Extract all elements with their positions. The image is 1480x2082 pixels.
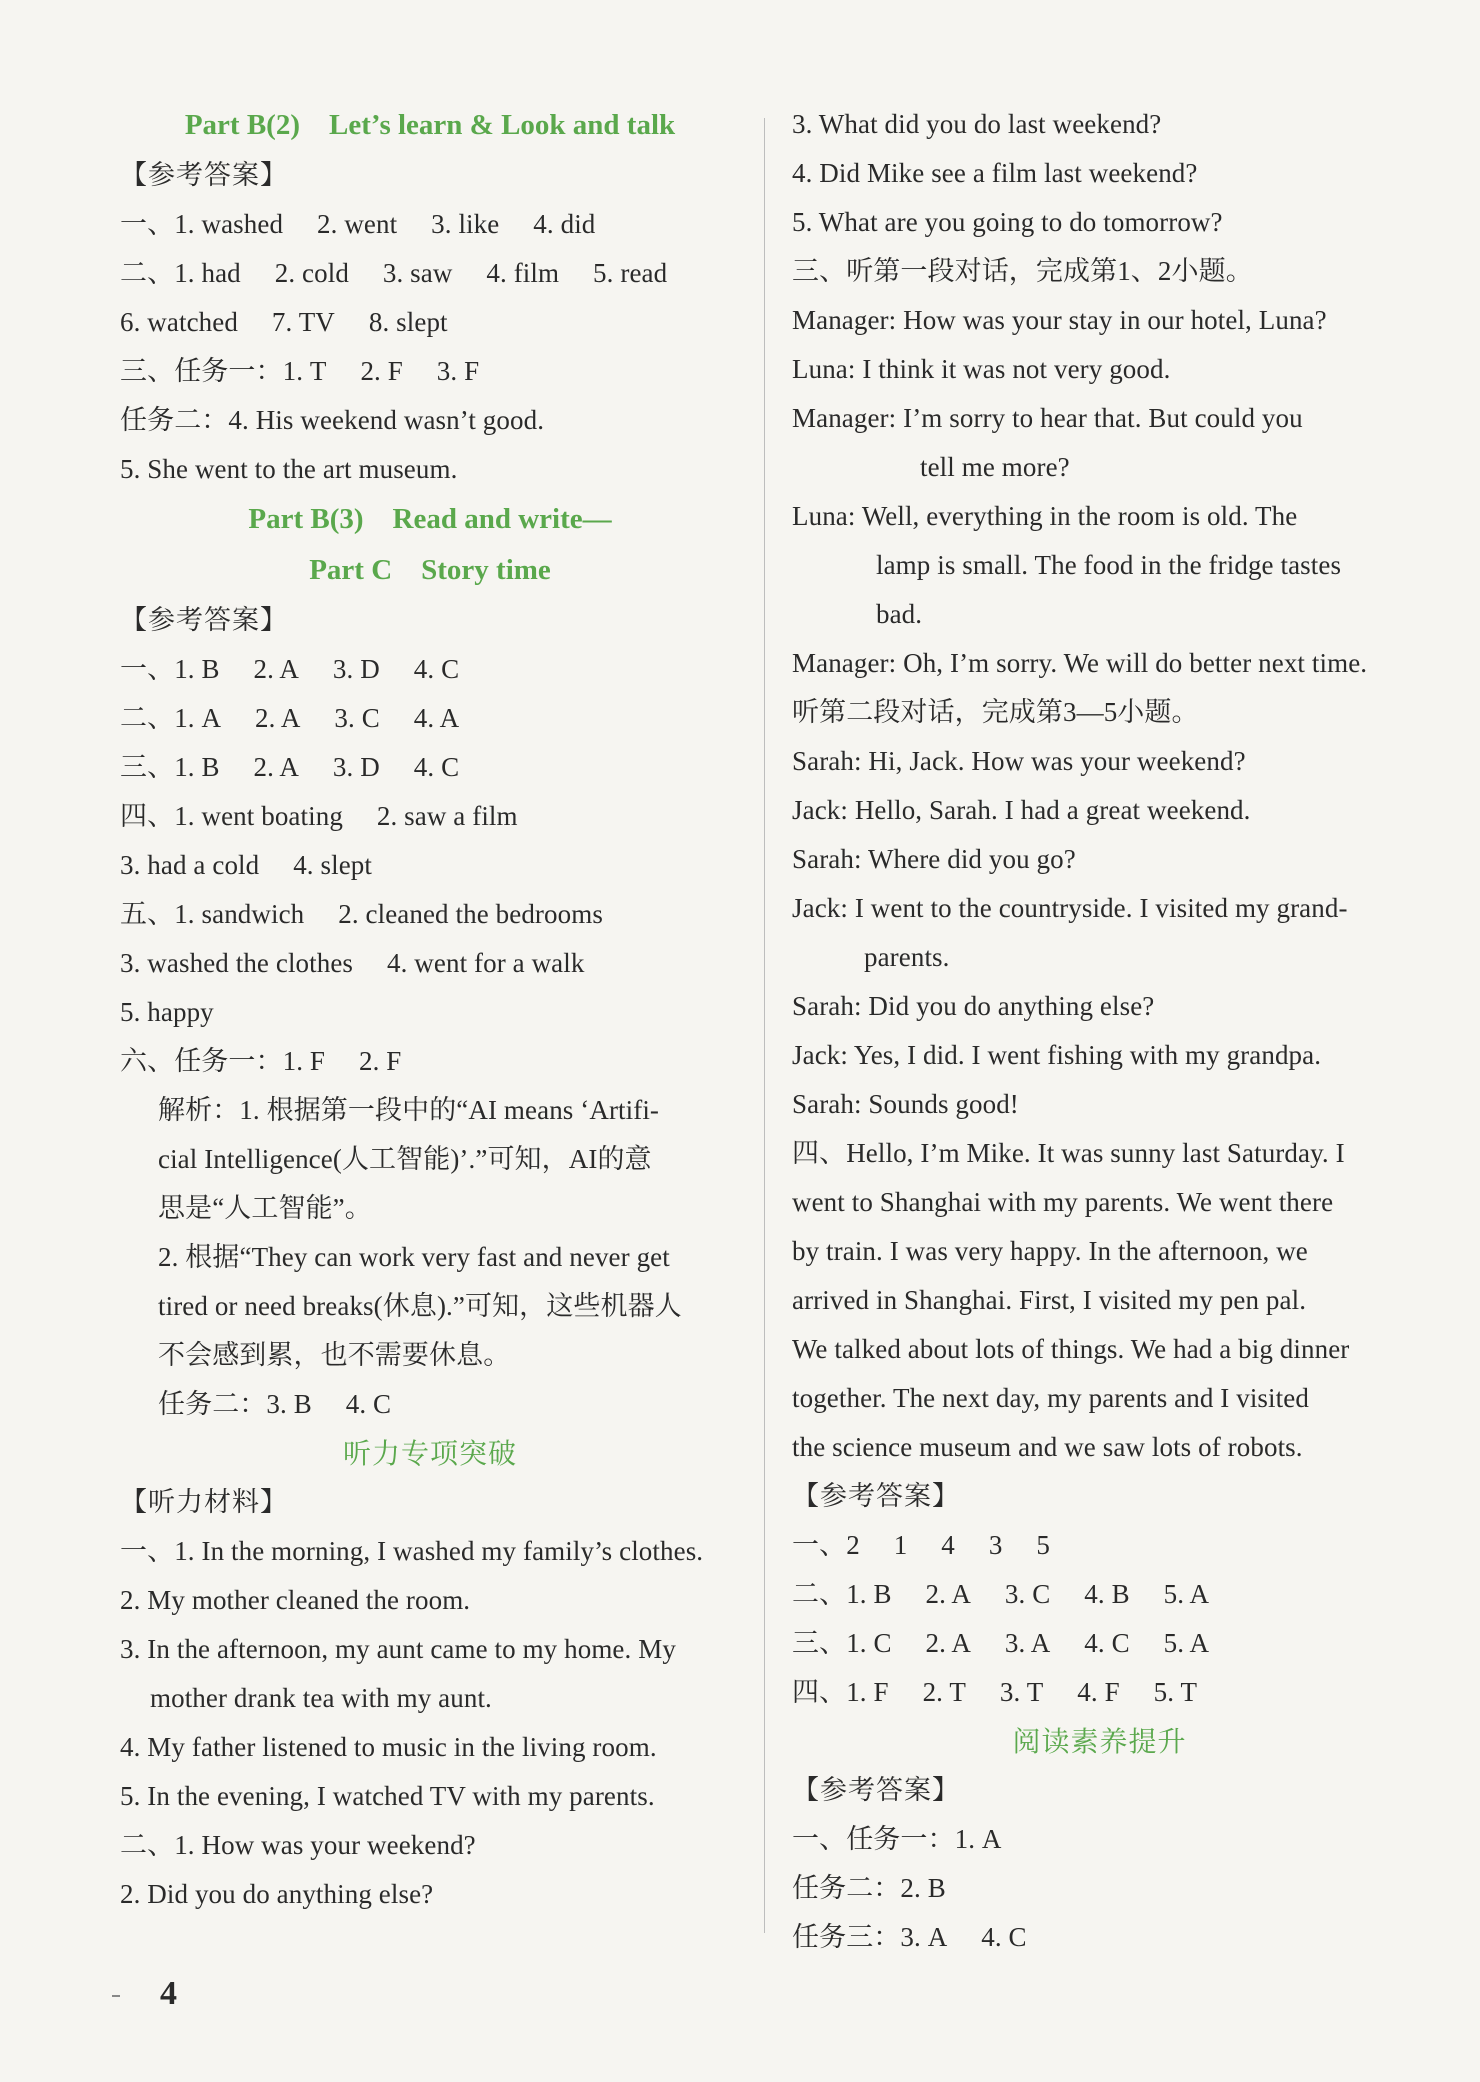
passage-line: arrived in Shanghai. First, I visited my pen pal. — [792, 1285, 1307, 1315]
answer-line: 5. happy — [120, 997, 214, 1027]
passage-line: 四、Hello, I’m Mike. It was sunny last Saturday. I — [792, 1138, 1345, 1168]
section-heading-part-c: Part C Story time — [309, 554, 551, 586]
script-line: Manager: How was your stay in our hotel, Luna? — [792, 305, 1327, 335]
explanation-line: 2. 根据“They can work very fast and never get — [158, 1242, 670, 1272]
explanation-line: 思是“人工智能”。 — [158, 1193, 372, 1223]
answer-line: 任务二：4. His weekend wasn’t good. — [120, 405, 545, 435]
passage-line: We talked about lots of things. We had a big dinner — [792, 1334, 1350, 1364]
corner-mark — [112, 1995, 120, 1997]
answer-line: 一、1. B 2. A 3. D 4. C — [120, 654, 460, 684]
section-heading-part-b3: Part B(3) Read and write— — [248, 503, 612, 535]
passage-line: by train. I was very happy. In the afternoon, we — [792, 1236, 1308, 1266]
answer-line: 四、1. went boating 2. saw a film — [120, 801, 518, 831]
answer-line: 三、1. C 2. A 3. A 4. C 5. A — [792, 1628, 1210, 1658]
script-line: Luna: I think it was not very good. — [792, 354, 1171, 384]
section-heading-reading: 阅读素养提升 — [1012, 1725, 1187, 1758]
script-line: 一、1. In the morning, I washed my family’s clothes. — [120, 1536, 704, 1566]
script-line: Sarah: Did you do anything else? — [792, 991, 1155, 1021]
answer-line: 五、1. sandwich 2. cleaned the bedrooms — [120, 899, 603, 929]
answer-line: 三、1. B 2. A 3. D 4. C — [120, 752, 460, 782]
right-column — [792, 100, 1407, 1962]
answer-line: 3. had a cold 4. slept — [120, 850, 372, 880]
answer-line: 任务二：3. B 4. C — [158, 1389, 392, 1419]
answer-line: 一、任务一：1. A — [792, 1824, 1002, 1854]
script-line: Manager: Oh, I’m sorry. We will do better next time. — [792, 648, 1368, 678]
script-line: Sarah: Sounds good! — [792, 1089, 1019, 1119]
answer-key-label: 【参考答案】 — [792, 1481, 960, 1512]
section-heading-part-b2: Part B(2) Let’s learn & Look and talk — [184, 109, 676, 141]
answer-line: 三、任务一：1. T 2. F 3. F — [120, 356, 480, 386]
script-line: Jack: I went to the countryside. I visited my grand- — [792, 893, 1348, 923]
explanation-line: 解析：1. 根据第一段中的“AI means ‘Artifi- — [158, 1095, 660, 1125]
script-line: 听第二段对话，完成第3—5小题。 — [792, 697, 1199, 727]
answer-line: 二、1. A 2. A 3. C 4. A — [120, 703, 460, 733]
script-line: 2. My mother cleaned the room. — [120, 1585, 471, 1615]
page-number: 4 — [160, 1975, 177, 2012]
script-line: 3. In the afternoon, my aunt came to my home. My — [120, 1634, 676, 1664]
explanation-line: tired or need breaks(休息).”可知，这些机器人 — [158, 1291, 682, 1321]
answer-line: 四、1. F 2. T 3. T 4. F 5. T — [792, 1677, 1198, 1707]
script-line: 2. Did you do anything else? — [120, 1879, 434, 1909]
column-divider — [764, 118, 765, 1933]
script-line: 3. What did you do last weekend? — [792, 109, 1162, 139]
answer-line: 任务三：3. A 4. C — [792, 1922, 1027, 1952]
script-line: Manager: I’m sorry to hear that. But could you — [792, 403, 1303, 433]
script-line: lamp is small. The food in the fridge tastes — [876, 550, 1342, 580]
answer-line: 二、1. had 2. cold 3. saw 4. film 5. read — [120, 258, 668, 288]
script-line: mother drank tea with my aunt. — [150, 1683, 492, 1713]
script-line: bad. — [876, 599, 923, 629]
passage-line: went to Shanghai with my parents. We went there — [792, 1187, 1334, 1217]
script-line: 4. Did Mike see a film last weekend? — [792, 158, 1198, 188]
answer-line: 3. washed the clothes 4. went for a walk — [120, 948, 585, 978]
section-heading-listening: 听力专项突破 — [342, 1437, 517, 1470]
left-column — [120, 100, 740, 1919]
answer-line: 6. watched 7. TV 8. slept — [120, 307, 448, 337]
answer-line: 任务二：2. B — [792, 1873, 946, 1903]
script-line: 4. My father listened to music in the living room. — [120, 1732, 657, 1762]
script-line: tell me more? — [920, 452, 1070, 482]
script-line: 5. In the evening, I watched TV with my parents. — [120, 1781, 655, 1811]
script-line: parents. — [864, 942, 950, 972]
answer-line: 二、1. B 2. A 3. C 4. B 5. A — [792, 1579, 1210, 1609]
script-line: Jack: Hello, Sarah. I had a great weekend. — [792, 795, 1251, 825]
answer-line: 一、1. washed 2. went 3. like 4. did — [120, 209, 596, 239]
answer-key-label: 【参考答案】 — [792, 1775, 960, 1806]
answer-key-label: 【参考答案】 — [120, 160, 288, 191]
answer-line: 一、2 1 4 3 5 — [792, 1530, 1050, 1560]
passage-line: the science museum and we saw lots of robots. — [792, 1432, 1303, 1462]
script-line: 三、听第一段对话，完成第1、2小题。 — [792, 256, 1253, 286]
explanation-line: cial Intelligence(人工智能)’.”可知，AI的意 — [158, 1144, 652, 1174]
answer-key-label: 【参考答案】 — [120, 605, 288, 636]
answer-line: 5. She went to the art museum. — [120, 454, 458, 484]
explanation-line: 不会感到累，也不需要休息。 — [158, 1340, 511, 1370]
script-line: 二、1. How was your weekend? — [120, 1830, 476, 1860]
script-line: 5. What are you going to do tomorrow? — [792, 207, 1223, 237]
script-line: Sarah: Hi, Jack. How was your weekend? — [792, 746, 1246, 776]
script-line: Sarah: Where did you go? — [792, 844, 1076, 874]
passage-line: together. The next day, my parents and I visited — [792, 1383, 1309, 1413]
answer-line: 六、任务一：1. F 2. F — [120, 1046, 402, 1076]
script-line: Jack: Yes, I did. I went fishing with my grandpa. — [792, 1040, 1322, 1070]
script-line: Luna: Well, everything in the room is old. The — [792, 501, 1298, 531]
listening-material-label: 【听力材料】 — [120, 1487, 288, 1518]
